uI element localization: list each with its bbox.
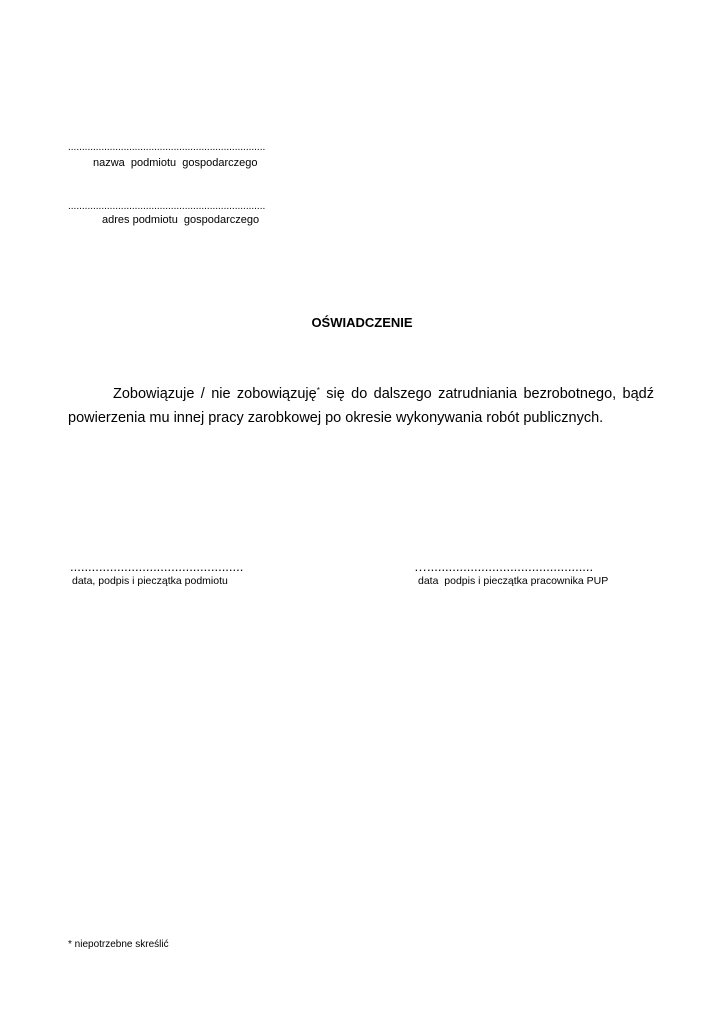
statement-paragraph bbox=[68, 382, 654, 430]
company-name-line: ....................................................................... bbox=[68, 142, 266, 153]
left-signature-label: data, podpis i pieczątka podmiotu bbox=[72, 575, 228, 587]
statement-line-2: powierzenia mu innej pracy zarobkowej po okresie wykonywania robót publicznych. bbox=[68, 410, 604, 426]
company-address-line: ....................................................................... bbox=[68, 201, 266, 212]
statement-text-end: się do dalszego zatrudniania bezrobotnego, bądź bbox=[319, 386, 654, 402]
left-signature-line: ................................................ bbox=[70, 559, 244, 574]
right-signature-label: data podpis i pieczątka pracownika PUP bbox=[418, 575, 609, 587]
company-address-label: adres podmiotu gospodarczego bbox=[102, 214, 260, 226]
footnote-text: * niepotrzebne skreślić bbox=[68, 939, 169, 950]
statement-text-start: Zobowiązuje / nie zobowiązuję bbox=[113, 386, 317, 402]
footnote-marker: * bbox=[316, 386, 320, 395]
document-title: OŚWIADCZENIE bbox=[311, 315, 413, 330]
statement-line-1 bbox=[68, 382, 654, 406]
company-name-label: nazwa podmiotu gospodarczego bbox=[93, 157, 258, 169]
right-signature-line: ….............................................. bbox=[414, 559, 594, 574]
